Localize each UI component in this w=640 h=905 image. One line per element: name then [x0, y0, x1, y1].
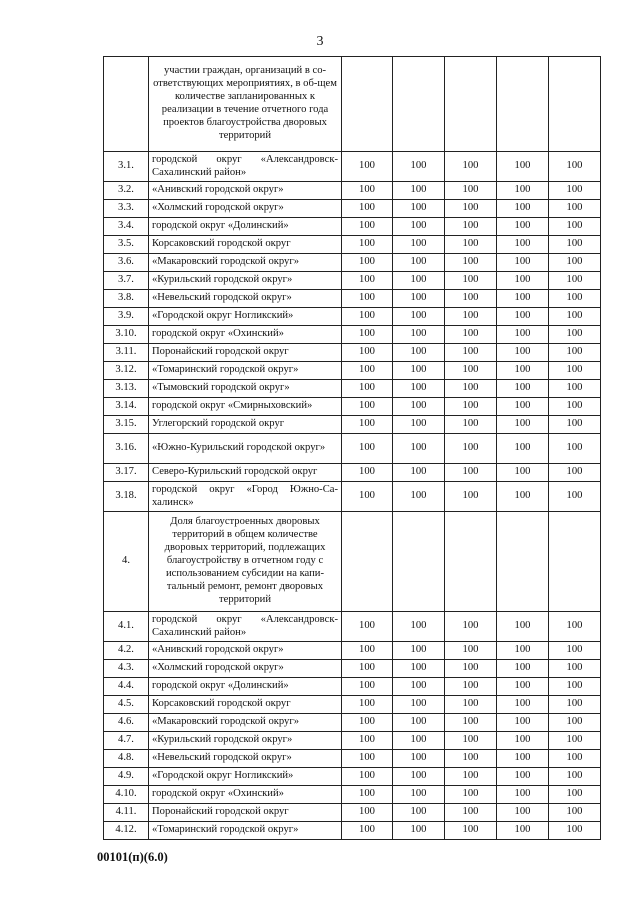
table-row	[104, 786, 601, 804]
row-number: 3.8.	[104, 290, 149, 308]
value-cell: 100	[497, 152, 549, 182]
row-number: 3.9.	[104, 308, 149, 326]
value-cell: 100	[497, 254, 549, 272]
row-name: Корсаковский городской округ	[149, 236, 342, 254]
value-cell: 100	[497, 308, 549, 326]
value-cell: 100	[393, 308, 445, 326]
table-row	[104, 804, 601, 822]
row-number: 4.11.	[104, 804, 149, 822]
value-cell: 100	[497, 362, 549, 380]
value-cell: 100	[549, 434, 601, 464]
row-number: 4.	[104, 512, 149, 612]
value-cell	[497, 512, 549, 612]
row-name: городской округ «Александровск-Сахалинский район»	[149, 612, 342, 642]
row-name: Корсаковский городской округ	[149, 696, 342, 714]
value-cell: 100	[342, 804, 393, 822]
value-cell: 100	[342, 434, 393, 464]
value-cell: 100	[549, 786, 601, 804]
value-cell: 100	[497, 236, 549, 254]
value-cell: 100	[445, 182, 497, 200]
row-number: 4.8.	[104, 750, 149, 768]
row-number: 3.5.	[104, 236, 149, 254]
value-cell: 100	[445, 434, 497, 464]
value-cell: 100	[497, 696, 549, 714]
table-row	[104, 714, 601, 732]
row-name: «Городской округ Ногликский»	[149, 308, 342, 326]
value-cell: 100	[549, 344, 601, 362]
value-cell: 100	[342, 696, 393, 714]
value-cell: 100	[549, 200, 601, 218]
row-name: участии граждан, организаций в со-ответствующих мероприятиях, в об-щем количестве запланированных к реализации в течение отчетного года проектов благоустройства дворовых территорий	[149, 57, 342, 152]
value-cell: 100	[445, 344, 497, 362]
value-cell: 100	[549, 804, 601, 822]
value-cell: 100	[342, 272, 393, 290]
value-cell	[445, 512, 497, 612]
value-cell: 100	[549, 696, 601, 714]
row-name: Доля благоустроенных дворовых территорий в общем количестве дворовых территорий, подлежащих благоустройству в отчетном году с использованием субсидии на капи-тальный ремонт, ремонт дворовых территорий	[149, 512, 342, 612]
row-name: Поронайский городской округ	[149, 804, 342, 822]
value-cell: 100	[393, 182, 445, 200]
value-cell: 100	[393, 272, 445, 290]
value-cell: 100	[445, 642, 497, 660]
value-cell: 100	[549, 152, 601, 182]
value-cell: 100	[497, 612, 549, 642]
value-cell: 100	[497, 660, 549, 678]
row-name: «Холмский городской округ»	[149, 660, 342, 678]
row-name: городской округ «Город Южно-Са-халинск»	[149, 482, 342, 512]
value-cell: 100	[445, 696, 497, 714]
value-cell: 100	[549, 398, 601, 416]
value-cell: 100	[393, 200, 445, 218]
value-cell: 100	[549, 254, 601, 272]
value-cell: 100	[342, 416, 393, 434]
row-name: городской округ «Долинский»	[149, 218, 342, 236]
value-cell: 100	[445, 768, 497, 786]
table-row	[104, 152, 601, 182]
value-cell: 100	[445, 272, 497, 290]
row-name: «Тымовский городской округ»	[149, 380, 342, 398]
row-number: 3.11.	[104, 344, 149, 362]
value-cell: 100	[497, 678, 549, 696]
value-cell: 100	[549, 218, 601, 236]
value-cell: 100	[342, 152, 393, 182]
row-name: городской округ «Охинский»	[149, 786, 342, 804]
value-cell: 100	[445, 804, 497, 822]
value-cell: 100	[445, 416, 497, 434]
page-number: 3	[316, 34, 324, 49]
value-cell: 100	[393, 416, 445, 434]
row-number: 3.12.	[104, 362, 149, 380]
value-cell: 100	[342, 482, 393, 512]
value-cell: 100	[497, 732, 549, 750]
value-cell: 100	[393, 750, 445, 768]
value-cell: 100	[445, 822, 497, 840]
value-cell: 100	[445, 750, 497, 768]
value-cell: 100	[497, 200, 549, 218]
row-number: 4.12.	[104, 822, 149, 840]
table-row	[104, 732, 601, 750]
table-row	[104, 822, 601, 840]
row-name: «Южно-Курильский городской округ»	[149, 434, 342, 464]
row-name: «Городской округ Ногликский»	[149, 768, 342, 786]
row-name: «Анивский городской округ»	[149, 182, 342, 200]
value-cell: 100	[393, 696, 445, 714]
value-cell: 100	[393, 612, 445, 642]
value-cell: 100	[549, 660, 601, 678]
row-name: «Холмский городской округ»	[149, 200, 342, 218]
row-number: 3.15.	[104, 416, 149, 434]
table-row	[104, 200, 601, 218]
value-cell: 100	[497, 822, 549, 840]
row-number: 3.7.	[104, 272, 149, 290]
row-name: «Курильский городской округ»	[149, 272, 342, 290]
row-name: «Макаровский городской округ»	[149, 254, 342, 272]
value-cell: 100	[342, 750, 393, 768]
value-cell: 100	[445, 308, 497, 326]
value-cell: 100	[342, 786, 393, 804]
row-number: 3.1.	[104, 152, 149, 182]
row-number: 4.4.	[104, 678, 149, 696]
value-cell: 100	[393, 822, 445, 840]
row-number: 4.3.	[104, 660, 149, 678]
row-name: Углегорский городской округ	[149, 416, 342, 434]
value-cell: 100	[342, 678, 393, 696]
table-row	[104, 362, 601, 380]
value-cell: 100	[549, 464, 601, 482]
value-cell	[342, 512, 393, 612]
value-cell: 100	[445, 732, 497, 750]
value-cell: 100	[497, 434, 549, 464]
table-row	[104, 290, 601, 308]
value-cell: 100	[342, 398, 393, 416]
value-cell: 100	[342, 236, 393, 254]
value-cell	[549, 512, 601, 612]
value-cell	[342, 57, 393, 152]
table-row	[104, 380, 601, 398]
row-name: городской округ «Смирныховский»	[149, 398, 342, 416]
value-cell: 100	[497, 464, 549, 482]
value-cell: 100	[445, 200, 497, 218]
value-cell: 100	[497, 804, 549, 822]
row-number: 4.6.	[104, 714, 149, 732]
row-name: городской округ «Александровск-Сахалинский район»	[149, 152, 342, 182]
row-number: 3.4.	[104, 218, 149, 236]
value-cell: 100	[497, 272, 549, 290]
value-cell: 100	[342, 714, 393, 732]
value-cell: 100	[342, 362, 393, 380]
value-cell: 100	[549, 768, 601, 786]
value-cell: 100	[393, 152, 445, 182]
value-cell: 100	[342, 642, 393, 660]
value-cell: 100	[549, 416, 601, 434]
value-cell: 100	[393, 714, 445, 732]
value-cell: 100	[445, 218, 497, 236]
row-number: 4.5.	[104, 696, 149, 714]
value-cell: 100	[497, 768, 549, 786]
row-name: городской округ «Долинский»	[149, 678, 342, 696]
value-cell: 100	[445, 380, 497, 398]
value-cell: 100	[549, 182, 601, 200]
value-cell: 100	[393, 362, 445, 380]
value-cell: 100	[497, 714, 549, 732]
table-row	[104, 696, 601, 714]
value-cell: 100	[445, 290, 497, 308]
value-cell: 100	[497, 398, 549, 416]
value-cell: 100	[549, 236, 601, 254]
value-cell: 100	[342, 308, 393, 326]
table-row	[104, 416, 601, 434]
table-row	[104, 57, 601, 152]
value-cell: 100	[342, 326, 393, 344]
value-cell: 100	[393, 732, 445, 750]
value-cell	[445, 57, 497, 152]
value-cell: 100	[342, 254, 393, 272]
value-cell: 100	[445, 152, 497, 182]
value-cell: 100	[342, 380, 393, 398]
table-row	[104, 660, 601, 678]
value-cell: 100	[497, 482, 549, 512]
value-cell: 100	[393, 804, 445, 822]
value-cell	[497, 57, 549, 152]
row-number: 4.9.	[104, 768, 149, 786]
value-cell: 100	[549, 732, 601, 750]
table-row	[104, 398, 601, 416]
row-name: «Невельский городской округ»	[149, 750, 342, 768]
row-name: «Курильский городской округ»	[149, 732, 342, 750]
value-cell: 100	[342, 768, 393, 786]
row-name: «Томаринский городской округ»	[149, 822, 342, 840]
value-cell: 100	[497, 786, 549, 804]
value-cell: 100	[549, 642, 601, 660]
value-cell: 100	[393, 482, 445, 512]
table-row	[104, 326, 601, 344]
table-row	[104, 750, 601, 768]
value-cell: 100	[342, 200, 393, 218]
value-cell: 100	[445, 254, 497, 272]
value-cell: 100	[445, 612, 497, 642]
value-cell: 100	[393, 660, 445, 678]
row-number: 3.3.	[104, 200, 149, 218]
value-cell: 100	[393, 344, 445, 362]
row-number: 3.18.	[104, 482, 149, 512]
value-cell: 100	[342, 344, 393, 362]
row-name: Северо-Курильский городской округ	[149, 464, 342, 482]
value-cell	[393, 57, 445, 152]
value-cell	[549, 57, 601, 152]
value-cell: 100	[445, 398, 497, 416]
value-cell: 100	[342, 218, 393, 236]
row-number: 4.2.	[104, 642, 149, 660]
table-row	[104, 344, 601, 362]
value-cell: 100	[497, 416, 549, 434]
row-name: «Макаровский городской округ»	[149, 714, 342, 732]
row-number: 4.1.	[104, 612, 149, 642]
row-number: 3.6.	[104, 254, 149, 272]
value-cell: 100	[549, 272, 601, 290]
table-row	[104, 768, 601, 786]
value-cell: 100	[549, 822, 601, 840]
row-name: «Томаринский городской округ»	[149, 362, 342, 380]
value-cell: 100	[393, 642, 445, 660]
value-cell: 100	[342, 732, 393, 750]
value-cell: 100	[393, 398, 445, 416]
value-cell: 100	[342, 182, 393, 200]
value-cell: 100	[445, 464, 497, 482]
table-row	[104, 612, 601, 642]
value-cell: 100	[393, 434, 445, 464]
value-cell: 100	[445, 786, 497, 804]
row-number: 3.13.	[104, 380, 149, 398]
indicators-table	[103, 56, 601, 840]
value-cell: 100	[342, 612, 393, 642]
table-row	[104, 308, 601, 326]
value-cell: 100	[393, 786, 445, 804]
value-cell: 100	[497, 182, 549, 200]
row-name: городской округ «Охинский»	[149, 326, 342, 344]
table-row	[104, 182, 601, 200]
value-cell: 100	[445, 236, 497, 254]
value-cell: 100	[445, 678, 497, 696]
value-cell: 100	[393, 218, 445, 236]
value-cell: 100	[497, 218, 549, 236]
value-cell: 100	[393, 380, 445, 398]
value-cell: 100	[549, 678, 601, 696]
table-row	[104, 642, 601, 660]
row-number: 4.10.	[104, 786, 149, 804]
table-row	[104, 482, 601, 512]
value-cell: 100	[549, 612, 601, 642]
value-cell: 100	[342, 660, 393, 678]
table-row	[104, 236, 601, 254]
value-cell: 100	[497, 642, 549, 660]
value-cell: 100	[445, 362, 497, 380]
value-cell: 100	[445, 714, 497, 732]
row-name: «Невельский городской округ»	[149, 290, 342, 308]
value-cell: 100	[497, 290, 549, 308]
value-cell: 100	[393, 464, 445, 482]
value-cell: 100	[393, 290, 445, 308]
row-number: 3.16.	[104, 434, 149, 464]
value-cell: 100	[549, 750, 601, 768]
row-number: 3.2.	[104, 182, 149, 200]
table-row	[104, 678, 601, 696]
value-cell: 100	[549, 362, 601, 380]
value-cell: 100	[342, 822, 393, 840]
value-cell: 100	[393, 236, 445, 254]
table-row	[104, 464, 601, 482]
value-cell: 100	[549, 308, 601, 326]
value-cell: 100	[445, 326, 497, 344]
row-number: 3.17.	[104, 464, 149, 482]
value-cell: 100	[342, 290, 393, 308]
value-cell: 100	[393, 768, 445, 786]
row-name: Поронайский городской округ	[149, 344, 342, 362]
value-cell: 100	[497, 344, 549, 362]
value-cell: 100	[497, 326, 549, 344]
value-cell: 100	[393, 326, 445, 344]
table-row	[104, 218, 601, 236]
value-cell: 100	[497, 750, 549, 768]
value-cell: 100	[393, 678, 445, 696]
value-cell: 100	[445, 482, 497, 512]
row-number: 3.10.	[104, 326, 149, 344]
table-row	[104, 434, 601, 464]
row-number	[104, 57, 149, 152]
value-cell: 100	[393, 254, 445, 272]
value-cell: 100	[445, 660, 497, 678]
row-number: 4.7.	[104, 732, 149, 750]
value-cell: 100	[549, 326, 601, 344]
row-name: «Анивский городской округ»	[149, 642, 342, 660]
table-row	[104, 254, 601, 272]
table-row	[104, 512, 601, 612]
value-cell: 100	[497, 380, 549, 398]
value-cell: 100	[342, 464, 393, 482]
value-cell: 100	[549, 482, 601, 512]
value-cell	[393, 512, 445, 612]
value-cell: 100	[549, 714, 601, 732]
table-row	[104, 272, 601, 290]
document-code: 00101(п)(6.0)	[97, 850, 168, 864]
value-cell: 100	[549, 380, 601, 398]
row-number: 3.14.	[104, 398, 149, 416]
value-cell: 100	[549, 290, 601, 308]
